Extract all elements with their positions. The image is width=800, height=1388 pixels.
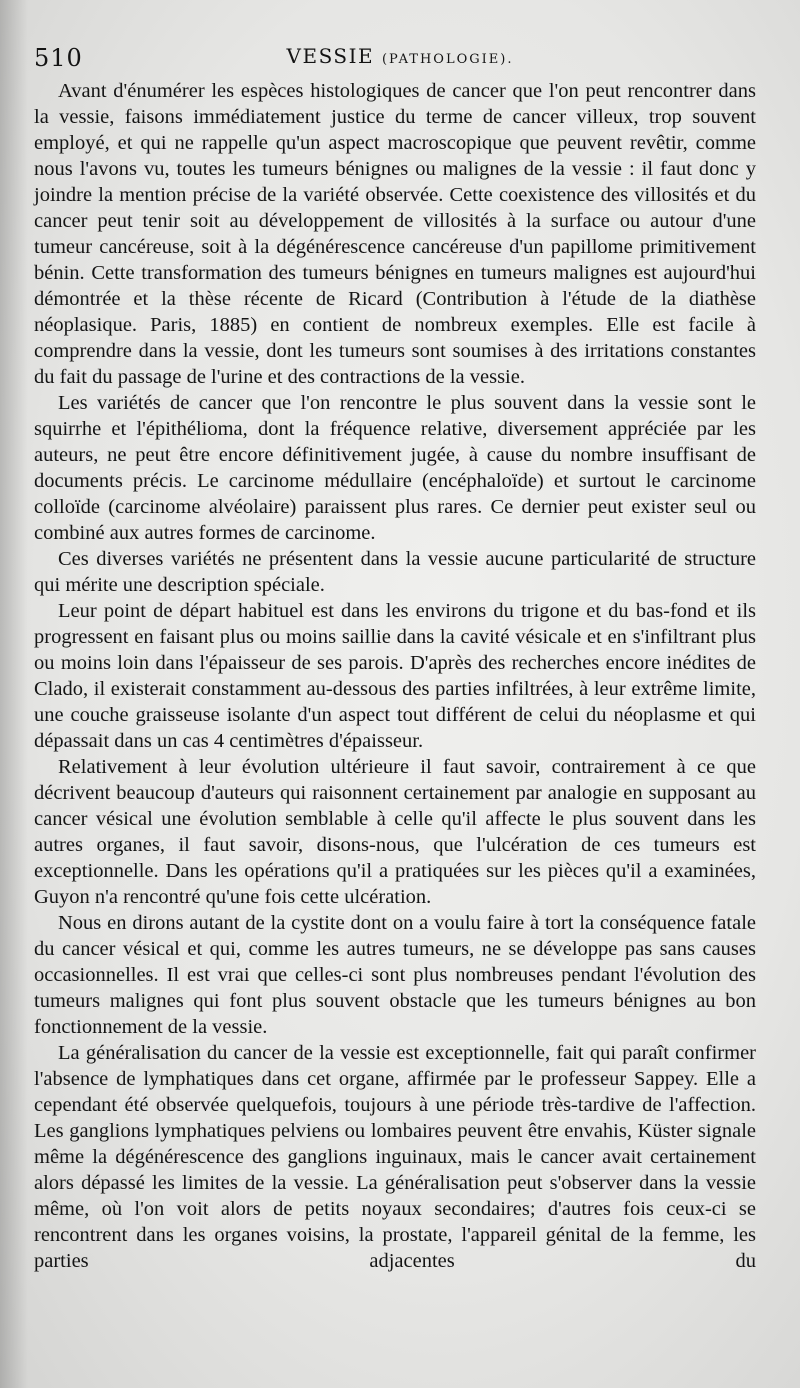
body-text — [34, 78, 756, 1274]
running-head — [34, 44, 766, 68]
paragraph: Leur point de départ habituel est dans les environs du trigone et du bas-fond et ils progressent en faisant plus ou moins saillie dans la cavité vésicale et en s'infiltrant plus ou moins loin dans l'épaisseur de ses parois. D'après des recherches encore inédites de Clado, il existerait constamment au-dessous des parties infiltrées, à leur extrême limite, une couche graisseuse isolante d'un aspect tout différent de celui du néoplasme et qui dépassait dans un cas 4 centimètres d'épaisseur. — [34, 600, 756, 752]
paragraph: Avant d'énumérer les espèces histologiques de cancer que l'on peut rencontrer dans la vessie, faisons immédiatement justice du terme de cancer villeux, trop souvent employé, et qui ne rappelle qu'un aspect macroscopique que peuvent revêtir, comme nous l'avons vu, toutes les tumeurs bénignes ou malignes de la vessie : il faut donc y joindre la mention précise de la variété observée. Cette coexistence des villosités et du cancer peut tenir soit au développement de villosités à la surface ou autour d'une tumeur cancéreuse, soit à la dégénérescence cancéreuse d'un papillome primitivement bénin. Cette transformation des tumeurs bénignes en tumeurs malignes est aujourd'hui démontrée et la thèse récente de Ricard (Contribution à l'étude de la diathèse néoplasique. Paris, 1885) en contient de nombreux exemples. Elle est facile à comprendre dans la vessie, dont les tumeurs sont soumises à des irritations constantes du fait du passage de l'urine et des contractions de la vessie. — [34, 80, 756, 388]
running-head-subtitle: (PATHOLOGIE). — [381, 52, 514, 67]
page-header — [34, 38, 766, 78]
paragraph: Nous en dirons autant de la cystite dont on a voulu faire à tort la conséquence fatale du cancer vésical et qui, comme les autres tumeurs, ne se développe pas sans causes occasionnelles. Il est vrai que celles-ci sont plus nombreuses pendant l'évolution des tumeurs malignes qui font plus souvent obstacle que les tumeurs bénignes au bon fonctionnement de la vessie. — [34, 912, 756, 1038]
page-edge-shadow — [0, 0, 28, 1388]
paragraph: Les variétés de cancer que l'on rencontre le plus souvent dans la vessie sont le squirrhe et l'épithélioma, dont la fréquence relative, diversement appréciée par les auteurs, ne peut être encore définitivement jugée, à cause du nombre insuffisant de documents précis. Le carcinome médullaire (encéphaloïde) et surtout le carcinome colloïde (carcinome alvéolaire) paraissent plus rares. Ce dernier peut exister seul ou combiné aux autres formes de carcinome. — [34, 392, 756, 544]
paragraph: La généralisation du cancer de la vessie est exceptionnelle, fait qui paraît confirmer l'absence de lymphatiques dans cet organe, affirmée par le professeur Sappey. Elle a cependant été observée quelquefois, toujours à une période très-tardive de l'affection. Les ganglions lymphatiques pelviens ou lombaires peuvent être envahis, Küster signale même la dégénérescence des ganglions inguinaux, mais le cancer avait certainement alors dépassé les limites de la vessie. La généralisation peut s'observer dans la vessie même, où l'on voit alors de petits noyaux secondaires; d'autres fois ceux-ci se rencontrent dans les organes voisins, la prostate, l'appareil génital de la femme, les parties adjacentes du — [34, 1042, 756, 1272]
paragraph: Relativement à leur évolution ultérieure il faut savoir, contrairement à ce que décrivent beaucoup d'auteurs qui raisonnent certainement par analogie en supposant au cancer vésical une évolution semblable à celle qu'il affecte le plus souvent dans les autres organes, il faut savoir, disons-nous, que l'ulcération de ces tumeurs est exceptionnelle. Dans les opérations qu'il a pratiquées sur les pièces qu'il a examinées, Guyon n'a rencontré qu'une fois cette ulcération. — [34, 756, 756, 908]
page-number: 510 — [34, 44, 83, 72]
paragraph: Ces diverses variétés ne présentent dans la vessie aucune particularité de structure qui mérite une description spéciale. — [34, 548, 756, 596]
running-head-title: VESSIE — [286, 44, 375, 68]
